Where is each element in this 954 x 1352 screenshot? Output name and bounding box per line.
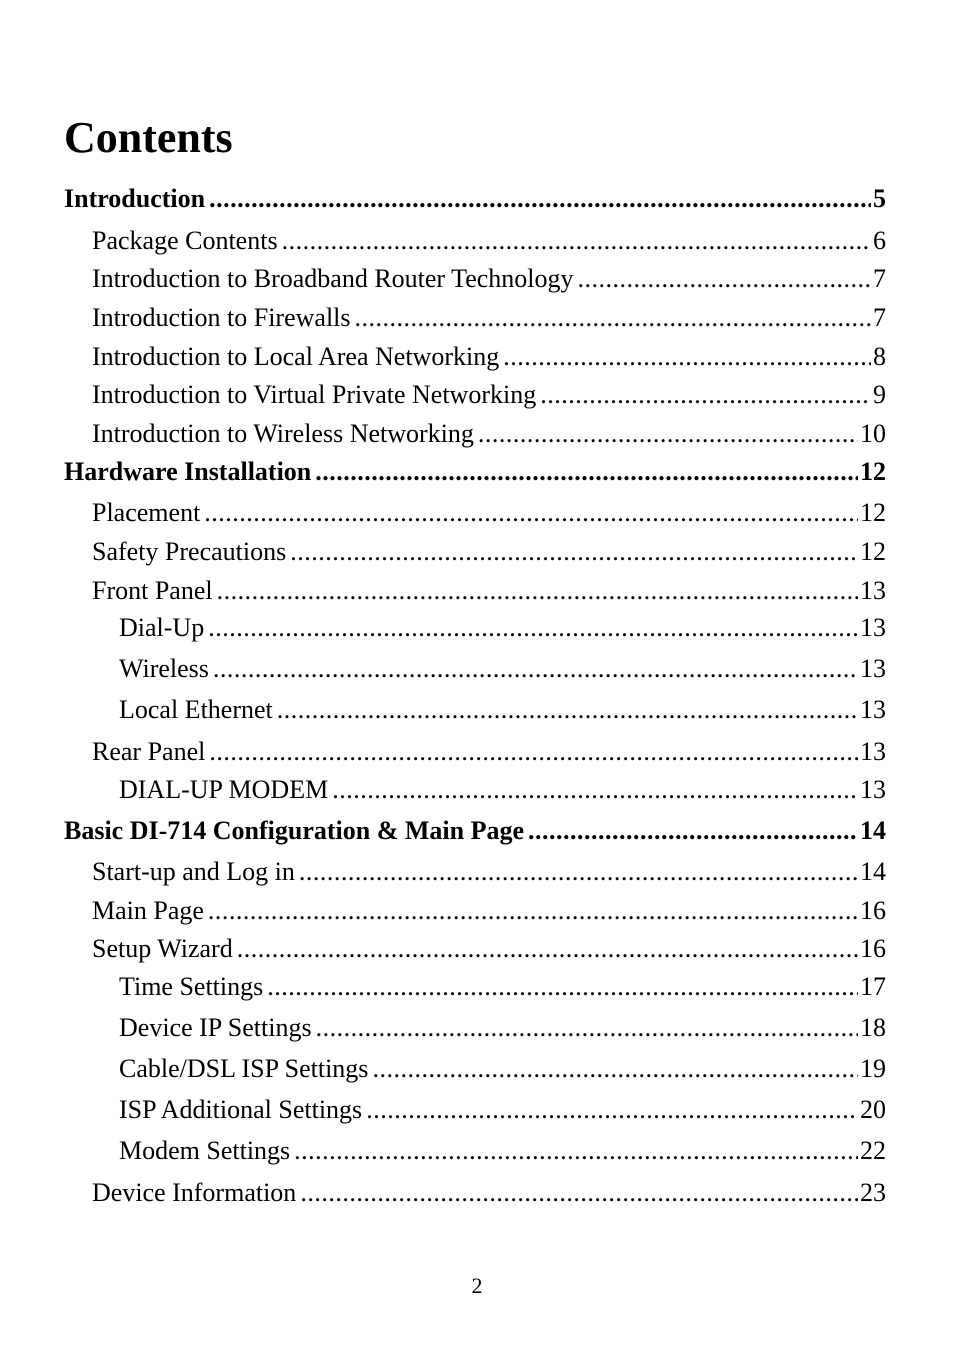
toc-page-number[interactable]: 13 [860,775,886,804]
toc-entry-introduction[interactable] [64,182,886,216]
dot-leader [366,1093,858,1127]
toc-entry-basic-configuration[interactable] [64,814,886,848]
toc-entry-label[interactable]: Device Information [92,1178,297,1207]
toc-page-number[interactable]: 16 [860,896,886,925]
toc-page-number[interactable]: 8 [873,342,886,371]
toc-entry-device-information[interactable] [92,1176,886,1210]
dot-leader [355,301,871,335]
dot-leader [578,262,872,296]
toc-entry-dial-up-modem[interactable] [119,773,886,807]
toc-page-number[interactable]: 13 [860,613,886,642]
toc-entry-modem-settings[interactable] [119,1134,886,1168]
page-title: Contents [64,113,233,162]
toc-entry-label[interactable]: Placement [92,498,201,527]
dot-leader [217,574,858,608]
dot-leader [237,932,858,966]
page-number: 2 [471,1273,483,1298]
toc-entry-dial-up[interactable] [119,611,886,645]
toc-entry-isp-additional-settings[interactable] [119,1093,886,1127]
toc-page-number[interactable]: 13 [860,737,886,766]
toc-entry-label[interactable]: Introduction to Virtual Private Networking [92,380,537,409]
toc-entry-label[interactable]: Local Ethernet [119,695,273,724]
toc-entry-hardware-installation[interactable] [64,455,886,489]
toc-entry-label[interactable]: Time Settings [119,972,264,1001]
toc-page-number[interactable]: 5 [873,184,886,213]
toc-entry-firewalls[interactable] [92,301,886,335]
toc-page-number[interactable]: 9 [873,380,886,409]
toc-entry-label[interactable]: Dial-Up [119,613,205,642]
toc-entry-label[interactable]: Wireless [119,654,209,683]
toc-entry-rear-panel[interactable] [92,735,886,769]
toc-entry-label[interactable]: Safety Precautions [92,537,287,566]
dot-leader [540,378,871,412]
toc-page-number[interactable]: 12 [860,537,886,566]
toc-page-number[interactable]: 13 [860,695,886,724]
toc-entry-label[interactable]: Basic DI-714 Configuration & Main Page [64,816,525,845]
dot-leader [299,855,858,889]
dot-leader [277,693,858,727]
toc-page-number[interactable]: 14 [860,816,886,845]
toc-page-number[interactable]: 12 [860,498,886,527]
toc-entry-device-ip-settings[interactable] [119,1011,886,1045]
toc-entry-label[interactable]: ISP Additional Settings [119,1095,363,1124]
dot-leader [209,182,871,216]
toc-entry-setup-wizard[interactable] [92,932,886,966]
toc-entry-label[interactable]: Start-up and Log in [92,857,295,886]
toc-entry-label[interactable]: Introduction to Firewalls [92,303,351,332]
toc-page-number[interactable]: 23 [860,1178,886,1207]
toc-page-number[interactable]: 13 [860,654,886,683]
toc-entry-front-panel[interactable] [92,574,886,608]
toc-entry-cable-dsl-isp-settings[interactable] [119,1052,886,1086]
toc-entry-label[interactable]: Introduction [64,184,206,213]
toc-entry-local-ethernet[interactable] [119,693,886,727]
dot-leader [315,455,858,489]
dot-leader [300,1176,858,1210]
dot-leader [213,652,858,686]
toc-entry-label[interactable]: Package Contents [92,226,278,255]
toc-entry-label[interactable]: Hardware Installation [64,457,312,486]
toc-entry-label[interactable]: Device IP Settings [119,1013,312,1042]
dot-leader [282,224,871,258]
toc-entry-local-area-networking[interactable] [92,340,886,374]
toc-entry-label[interactable]: Modem Settings [119,1136,291,1165]
toc-entry-label[interactable]: Introduction to Wireless Networking [92,419,474,448]
dot-leader [209,735,858,769]
toc-entry-safety-precautions[interactable] [92,535,886,569]
toc-page-number[interactable]: 17 [860,972,886,1001]
toc-entry-label[interactable]: Introduction to Broadband Router Technology [92,264,574,293]
dot-leader [294,1134,858,1168]
toc-entry-package-contents[interactable] [92,224,886,258]
toc-page-number[interactable]: 7 [873,264,886,293]
dot-leader [290,535,858,569]
dot-leader [267,970,858,1004]
toc-page-number[interactable]: 16 [860,934,886,963]
toc-page-number[interactable]: 10 [860,419,886,448]
toc-page-number[interactable]: 7 [873,303,886,332]
dot-leader [332,773,858,807]
toc-entry-start-up-and-log-in[interactable] [92,855,886,889]
toc-entry-placement[interactable] [92,496,886,530]
toc-page-number[interactable]: 18 [860,1013,886,1042]
toc-entry-time-settings[interactable] [119,970,886,1004]
toc-entry-main-page[interactable] [92,894,886,928]
dot-leader [204,496,858,530]
toc-page-number[interactable]: 14 [860,857,886,886]
toc-entry-label[interactable]: Cable/DSL ISP Settings [119,1054,369,1083]
dot-leader [478,417,858,451]
toc-entry-label[interactable]: DIAL-UP MODEM [119,775,329,804]
toc-entry-wireless-networking[interactable] [92,417,886,451]
dot-leader [316,1011,858,1045]
toc-page-number[interactable]: 19 [860,1054,886,1083]
dot-leader [208,611,858,645]
toc-entry-wireless[interactable] [119,652,886,686]
toc-entry-label[interactable]: Front Panel [92,576,213,605]
toc-entry-label[interactable]: Setup Wizard [92,934,233,963]
toc-page-number[interactable]: 12 [860,457,886,486]
toc-entry-broadband-router-technology[interactable] [92,262,886,296]
toc-entry-label[interactable]: Rear Panel [92,737,206,766]
toc-page-number[interactable]: 22 [860,1136,886,1165]
toc-entry-virtual-private-networking[interactable] [92,378,886,412]
dot-leader [503,340,871,374]
dot-leader [528,814,858,848]
dot-leader [208,894,858,928]
toc-page-number[interactable]: 13 [860,576,886,605]
toc-page-number[interactable]: 20 [860,1095,886,1124]
toc-entry-label[interactable]: Main Page [92,896,204,925]
toc-page-number[interactable]: 6 [873,226,886,255]
toc-entry-label[interactable]: Introduction to Local Area Networking [92,342,500,371]
dot-leader [372,1052,858,1086]
